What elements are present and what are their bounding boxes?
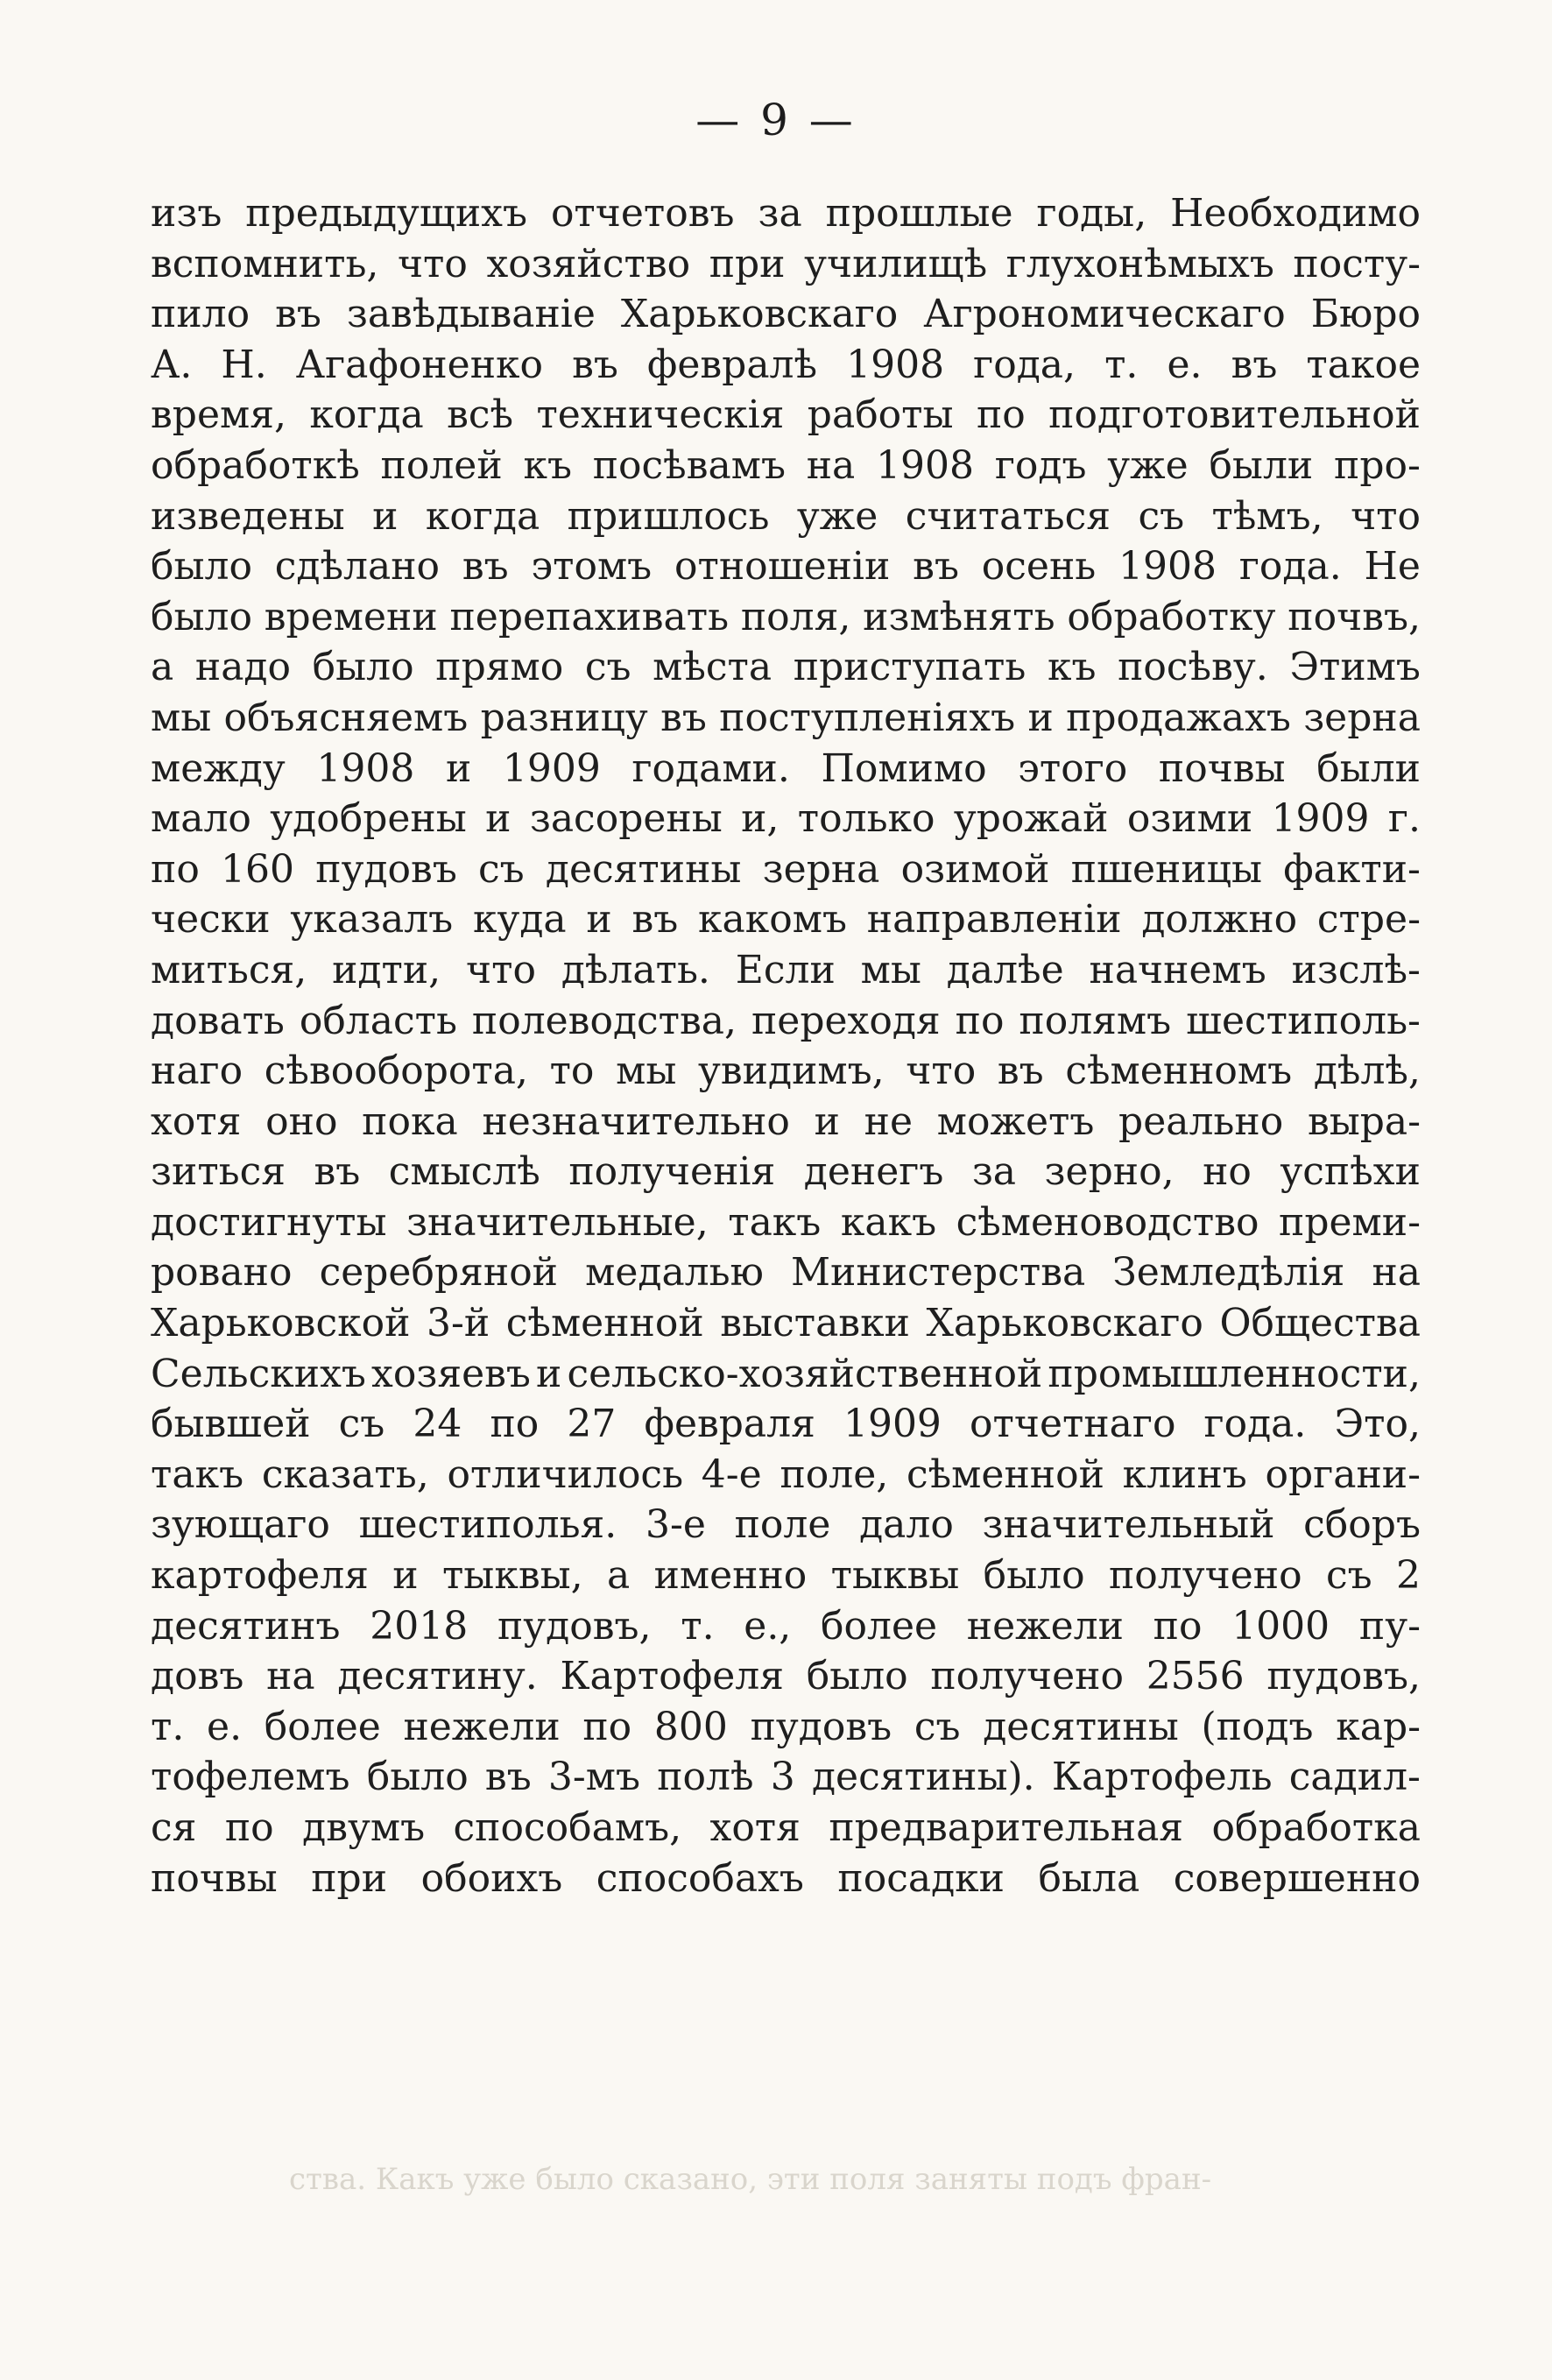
text-line: хотя оно пока незначительно и не можетъ реально выра-	[151, 1098, 1421, 1144]
text-line: пило въ завѣдываніе Харьковскаго Агрономическаго Бюро	[151, 292, 1421, 337]
body-text	[151, 191, 1421, 1906]
text-line: обработкѣ полей къ посѣвамъ на 1908 годъ уже были про-	[151, 442, 1421, 488]
text-line: мало удобрены и засорены и, только урожай озими 1909 г.	[151, 796, 1421, 842]
text-line: мы объясняемъ разницу въ поступленіяхъ и продажахъ зерна	[151, 695, 1421, 740]
text-line: довать область полеводства, переходя по полямъ шестиполь-	[151, 998, 1421, 1043]
text-line: достигнуты значительные, такъ какъ сѣменоводство преми-	[151, 1199, 1421, 1245]
text-line: миться, идти, что дѣлать. Если мы далѣе начнемъ изслѣ-	[151, 947, 1421, 992]
text-line: т. е. более нежели по 800 пудовъ съ десятины (подъ кар-	[151, 1704, 1421, 1749]
text-line: почвы при обоихъ способахъ посадки была совершенно	[151, 1855, 1421, 1901]
bleed-through-text: ства. Какъ уже было сказано, эти поля заняты подъ фран-	[289, 2162, 1212, 2197]
text-line: бывшей съ 24 по 27 февраля 1909 отчетнаго года. Это,	[151, 1402, 1421, 1447]
text-line: ся по двумъ способамъ, хотя предварительная обработка	[151, 1805, 1421, 1850]
text-line: зующаго шестиполья. 3-е поле дало значительный сборъ	[151, 1502, 1421, 1548]
text-line: тофелемъ было въ 3-мъ полѣ 3 десятины). Картофель садил-	[151, 1755, 1421, 1800]
text-line: картофеля и тыквы, а именно тыквы было получено съ 2	[151, 1553, 1421, 1599]
text-line: Сельскихъ хозяевъ и сельско-хозяйственной промышленности,	[151, 1351, 1421, 1396]
text-line: десятинъ 2018 пудовъ, т. е., более нежели по 1000 пу-	[151, 1603, 1421, 1649]
text-line: было сдѣлано въ этомъ отношеніи въ осень 1908 года. Не	[151, 544, 1421, 590]
text-line: время, когда всѣ техническія работы по подготовительной	[151, 392, 1421, 438]
text-line: изъ предыдущихъ отчетовъ за прошлые годы, Необходимо	[151, 191, 1421, 236]
text-line: изведены и когда пришлось уже считаться съ тѣмъ, что	[151, 493, 1421, 539]
text-line: наго сѣвооборота, то мы увидимъ, что въ сѣменномъ дѣлѣ,	[151, 1049, 1421, 1094]
text-line: ровано серебряной медалью Министерства Земледѣлія на	[151, 1250, 1421, 1296]
text-line: между 1908 и 1909 годами. Помимо этого почвы были	[151, 745, 1421, 791]
text-line: довъ на десятину. Картофеля было получено 2556 пудовъ,	[151, 1654, 1421, 1699]
text-line: чески указалъ куда и въ какомъ направленіи должно стре-	[151, 897, 1421, 943]
text-line: вспомнить, что хозяйство при училищѣ глухонѣмыхъ посту-	[151, 241, 1421, 286]
text-line: а надо было прямо съ мѣста приступать къ посѣву. Этимъ	[151, 645, 1421, 690]
text-line: по 160 пудовъ съ десятины зерна озимой пшеницы факти-	[151, 846, 1421, 892]
text-line: такъ сказать, отличилось 4-е поле, сѣменной клинъ органи-	[151, 1451, 1421, 1497]
text-line: Харьковской 3-й сѣменной выставки Харьковскаго Общества	[151, 1301, 1421, 1346]
text-line: А. Н. Агафоненко въ февралѣ 1908 года, т. е. въ такое	[151, 342, 1421, 387]
text-line: было времени перепахивать поля, измѣнять обработку почвъ,	[151, 594, 1421, 639]
text-line: зиться въ смыслѣ полученія денегъ за зерно, но успѣхи	[151, 1149, 1421, 1195]
page-number: — 9 —	[695, 95, 857, 145]
